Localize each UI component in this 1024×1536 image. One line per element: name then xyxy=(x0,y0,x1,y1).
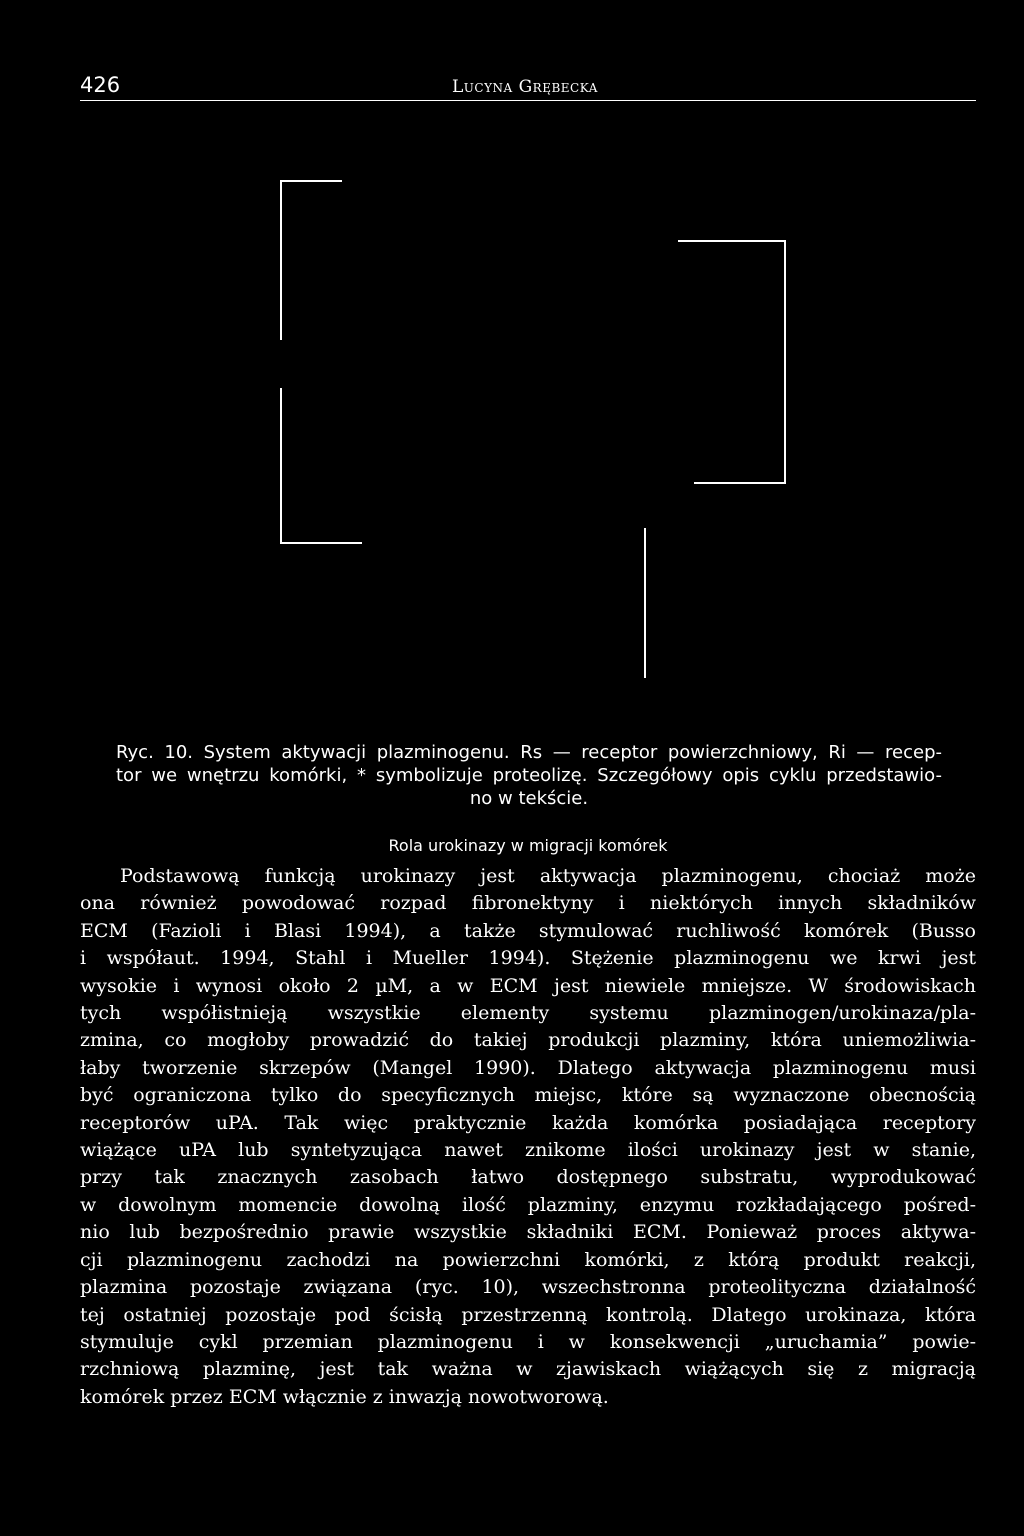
text-line: receptorów uPA. Tak więc praktycznie każda komórka posiadająca receptory xyxy=(80,1111,976,1134)
text-line: Podstawową funkcją urokinazy jest aktywacja plazminogenu, chociaż może xyxy=(120,865,976,887)
figure-line-left-vertical-upper xyxy=(280,180,282,340)
caption-line: no w tekście. xyxy=(469,788,589,809)
text-line: tej ostatniej pozostaje pod ścisłą przestrzenną kontrolą. Dlatego urokinaza, która xyxy=(80,1303,976,1326)
figure-line-left-bottom xyxy=(280,542,362,544)
running-head: Lucyna Grębecka xyxy=(452,77,598,97)
text-line: tych współistnieją wszystkie elementy systemu plazminogen/urokinaza/pla- xyxy=(80,1002,976,1025)
text-line: wysokie i wynosi około 2 µM, a w ECM jest niewiele mniejsze. W środowiskach xyxy=(80,974,976,997)
figure-line-right-top xyxy=(678,240,786,242)
text-line: nio lub bezpośrednio prawie wszystkie składniki ECM. Ponieważ proces aktywa- xyxy=(80,1221,976,1244)
figure-line-right-bottom xyxy=(694,482,786,484)
section-heading: Rola urokinazy w migracji komórek xyxy=(388,836,668,855)
text-line: wiążące uPA lub syntetyzująca nawet znikome ilości urokinazy jest w stanie, xyxy=(80,1139,976,1162)
text-line: stymuluje cykl przemian plazminogenu i w konsekwencji „uruchamia” powie- xyxy=(80,1330,976,1353)
page-number: 426 xyxy=(80,73,121,97)
text-line: komórek przez ECM włącznie z inwazją nowotworową. xyxy=(80,1385,609,1408)
text-line: cji plazminogenu zachodzi na powierzchni komórki, z którą produkt reakcji, xyxy=(80,1248,976,1271)
caption-line: Ryc. 10. System aktywacji plazminogenu. Rs — receptor powierzchniowy, Ri — recep- xyxy=(116,742,942,763)
figure-10-remnant xyxy=(0,0,1024,700)
text-line: ona również powodować rozpad fibronektyny i niektórych innych składników xyxy=(80,892,976,915)
text-line: ECM (Fazioli i Blasi 1994), a także stymulować ruchliwość komórek (Busso xyxy=(80,919,976,942)
figure-line-right-vertical xyxy=(784,240,786,484)
text-line: w dowolnym momencie dowolną ilość plazminy, enzymu rozkładającego pośred- xyxy=(80,1193,976,1216)
figure-line-left-top xyxy=(280,180,342,182)
text-line: zmina, co mogłoby prowadzić do takiej produkcji plazminy, która uniemożliwia- xyxy=(80,1029,976,1052)
figure-caption xyxy=(116,741,942,810)
text-line: i współaut. 1994, Stahl i Mueller 1994). Stężenie plazminogenu we krwi jest xyxy=(80,947,976,970)
text-line: rzchniową plazminę, jest tak ważna w zjawiskach wiążących się z migracją xyxy=(80,1358,976,1381)
text-line: plazmina pozostaje związana (ryc. 10), wszechstronna proteolityczna działalność xyxy=(80,1276,976,1299)
text-line: łaby tworzenie skrzepów (Mangel 1990). Dlatego aktywacja plazminogenu musi xyxy=(80,1056,976,1079)
figure-line-left-vertical-lower xyxy=(280,388,282,544)
text-line: przy tak znacznych zasobach łatwo dostępnego substratu, wyprodukować xyxy=(80,1166,976,1189)
text-line: być ograniczona tylko do specyficznych miejsc, które są wyznaczone obecnością xyxy=(80,1084,976,1107)
caption-line: tor we wnętrzu komórki, * symbolizuje proteolizę. Szczegółowy opis cyklu przedstawio- xyxy=(116,765,942,786)
body-paragraph xyxy=(80,863,976,1411)
figure-line-lower-vertical xyxy=(644,528,646,678)
